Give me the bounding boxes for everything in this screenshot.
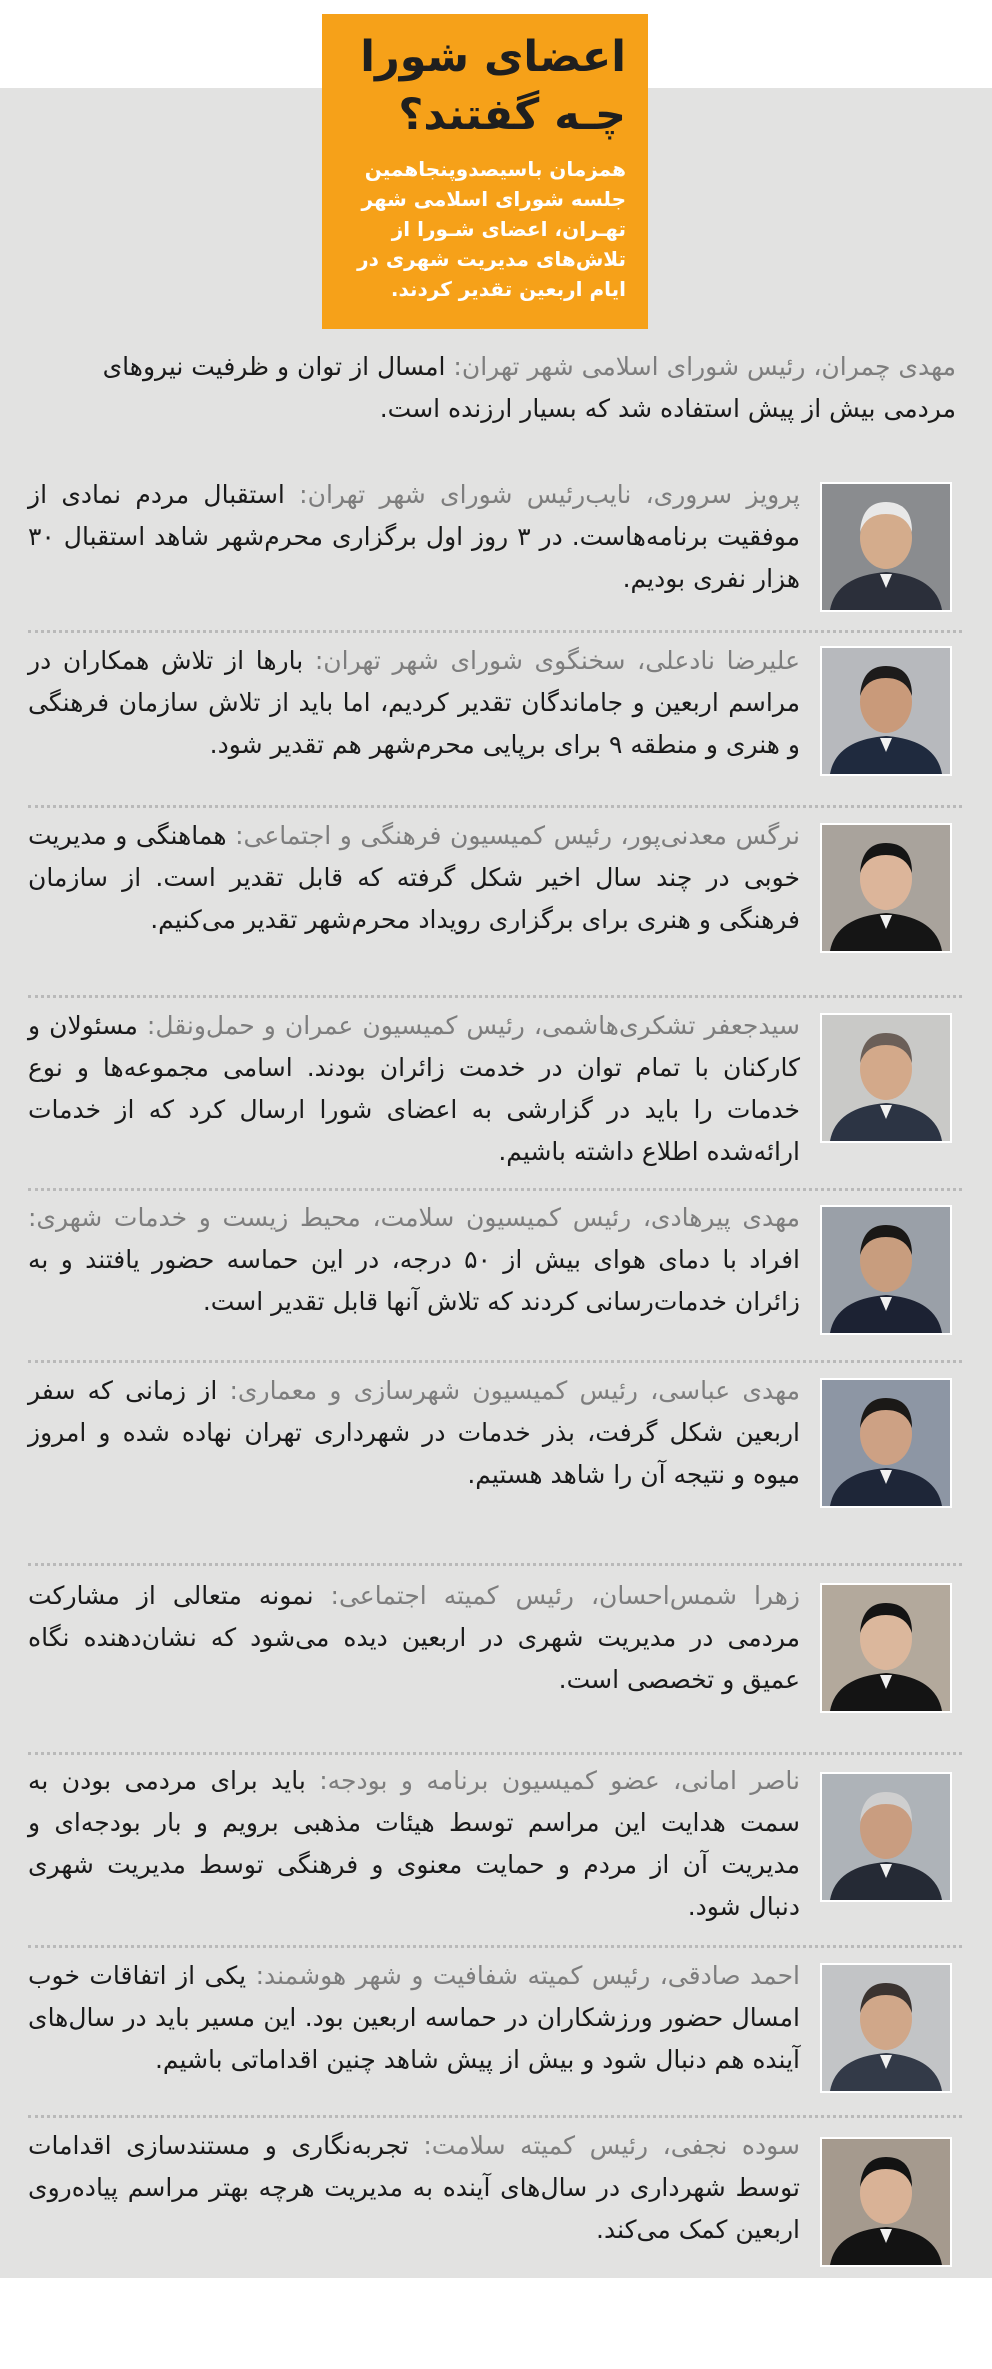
member-name: سوده نجفی، رئیس کمیته سلامت:	[423, 2131, 800, 2160]
member-text: تجربه‌نگاری و مستندسازی اقدامات توسط شهرداری در سال‌های آینده به مدیریت هرچه بهتر مراسم پیاده‌روی اربعین کمک می‌کند.	[28, 2131, 800, 2244]
member-quote	[28, 1760, 800, 1928]
dotted-divider	[28, 1360, 962, 1363]
header-subtitle: همزمان باسیصدوپنجاهمین جلسه شورای اسلامی شهر تهـران، اعضای شـورا از تلاش‌های مدیریت شهری در ایام اربعین تقدیر کردند.	[357, 157, 626, 301]
member-name: مهدی عباسی، رئیس کمیسیون شهرسازی و معماری:	[229, 1376, 800, 1405]
member-quote	[28, 815, 800, 941]
intro-paragraph	[36, 346, 956, 430]
member-photo	[820, 1772, 952, 1902]
member-text: هماهنگی و مدیریت خوبی در چند سال اخیر شکل گرفته که قابل تقدیر است. از سازمان فرهنگی و هنری برای برگزاری رویداد محرم‌شهر تقدیر می‌کنیم.	[28, 821, 800, 934]
dotted-divider	[28, 1945, 962, 1948]
member-text: از زمانی که سفر اربعین شکل گرفت، بذر خدمات در شهرداری تهران نهاده شده و امروز میوه و نتیجه آن را شاهد هستیم.	[28, 1376, 800, 1489]
dotted-divider	[28, 805, 962, 808]
member-quote	[28, 1955, 800, 2081]
member-photo	[820, 1378, 952, 1508]
member-name: نرگس معدنی‌پور، رئیس کمیسیون فرهنگی و اجتماعی:	[235, 821, 800, 850]
member-photo	[820, 1205, 952, 1335]
dotted-divider	[28, 995, 962, 998]
member-name: احمد صادقی، رئیس کمیته شفافیت و شهر هوشمند:	[255, 1961, 800, 1990]
member-photo	[820, 1013, 952, 1143]
header-title	[340, 28, 626, 144]
member-photo	[820, 1583, 952, 1713]
header-title-line2: چـه گفتند؟	[398, 90, 626, 140]
member-quote	[28, 2125, 800, 2251]
dotted-divider	[28, 1752, 962, 1755]
member-photo	[820, 823, 952, 953]
member-text: افراد با دمای هوای بیش از ۵۰ درجه، در این حماسه حضور یافتند و به زائران خدمات‌رسانی کردند که تلاش آنها قابل تقدیر است.	[28, 1245, 800, 1316]
member-text: استقبال مردم نمادی از موفقیت برنامه‌هاست. در ۳ روز اول برگزاری محرم‌شهر شاهد استقبال ۳۰ هزار نفری بودیم.	[28, 480, 800, 593]
dotted-divider	[28, 630, 962, 633]
member-quote	[28, 1575, 800, 1701]
member-name: علیرضا نادعلی، سخنگوی شورای شهر تهران:	[314, 646, 800, 675]
intro-text: امسال از توان و ظرفیت نیروهای مردمی بیش از پیش استفاده شد که بسیار ارزنده است.	[102, 352, 956, 423]
header-title-line1: اعضای شورا	[360, 32, 626, 82]
member-text: نمونه متعالی از مشارکت مردمی در مدیریت شهری در اربعین دیده می‌شود که نشان‌دهنده نگاه عمیق و تخصصی است.	[28, 1581, 800, 1694]
dotted-divider	[28, 1188, 962, 1191]
member-photo	[820, 1963, 952, 2093]
member-name: زهرا شمس‌احسان، رئیس کمیته اجتماعی:	[330, 1581, 800, 1610]
member-quote	[28, 640, 800, 766]
header-box	[322, 14, 648, 329]
member-text: مسئولان و کارکنان با تمام توان در خدمت زائران بودند. اسامی مجموعه‌ها و نوع خدمات را باید در گزارشی به اعضای شورا ارسال کرد که از خدمات ارائه‌شده اطلاع داشته باشیم.	[28, 1011, 800, 1166]
dotted-divider	[28, 2115, 962, 2118]
member-quote	[28, 1370, 800, 1496]
member-text: بارها از تلاش همکاران در مراسم اربعین و جاماندگان تقدیر کردیم، اما باید از تلاش سازمان فرهنگی و هنری و منطقه ۹ برای برپایی محرم‌شهر هم تقدیر شود.	[28, 646, 800, 759]
member-quote	[28, 1197, 800, 1323]
member-photo	[820, 482, 952, 612]
member-name: مهدی پیرهادی، رئیس کمیسیون سلامت، محیط زیست و خدمات شهری:	[28, 1203, 800, 1232]
member-quote	[28, 1005, 800, 1173]
member-text: یکی از اتفاقات خوب امسال حضور ورزشکاران در حماسه اربعین بود. این مسیر باید در سال‌های آینده هم دنبال شود و بیش از پیش شاهد چنین اقداماتی باشیم.	[28, 1961, 800, 2074]
member-name: پرویز سروری، نایب‌رئیس شورای شهر تهران:	[299, 480, 800, 509]
member-name: ناصر امانی، عضو کمیسیون برنامه و بودجه:	[319, 1766, 800, 1795]
member-quote	[28, 474, 800, 600]
member-photo	[820, 646, 952, 776]
intro-name: مهدی چمران، رئیس شورای اسلامی شهر تهران:	[453, 352, 956, 381]
member-name: سیدجعفر تشکری‌هاشمی، رئیس کمیسیون عمران و حمل‌ونقل:	[146, 1011, 800, 1040]
member-photo	[820, 2137, 952, 2267]
member-text: باید برای مردمی بودن به سمت هدایت این مراسم توسط هیئات مذهبی برویم و بار بودجه‌ای و مدیریت آن از مردم و حمایت معنوی و فرهنگی توسط مدیریت شهری دنبال شود.	[28, 1766, 800, 1921]
dotted-divider	[28, 1563, 962, 1566]
